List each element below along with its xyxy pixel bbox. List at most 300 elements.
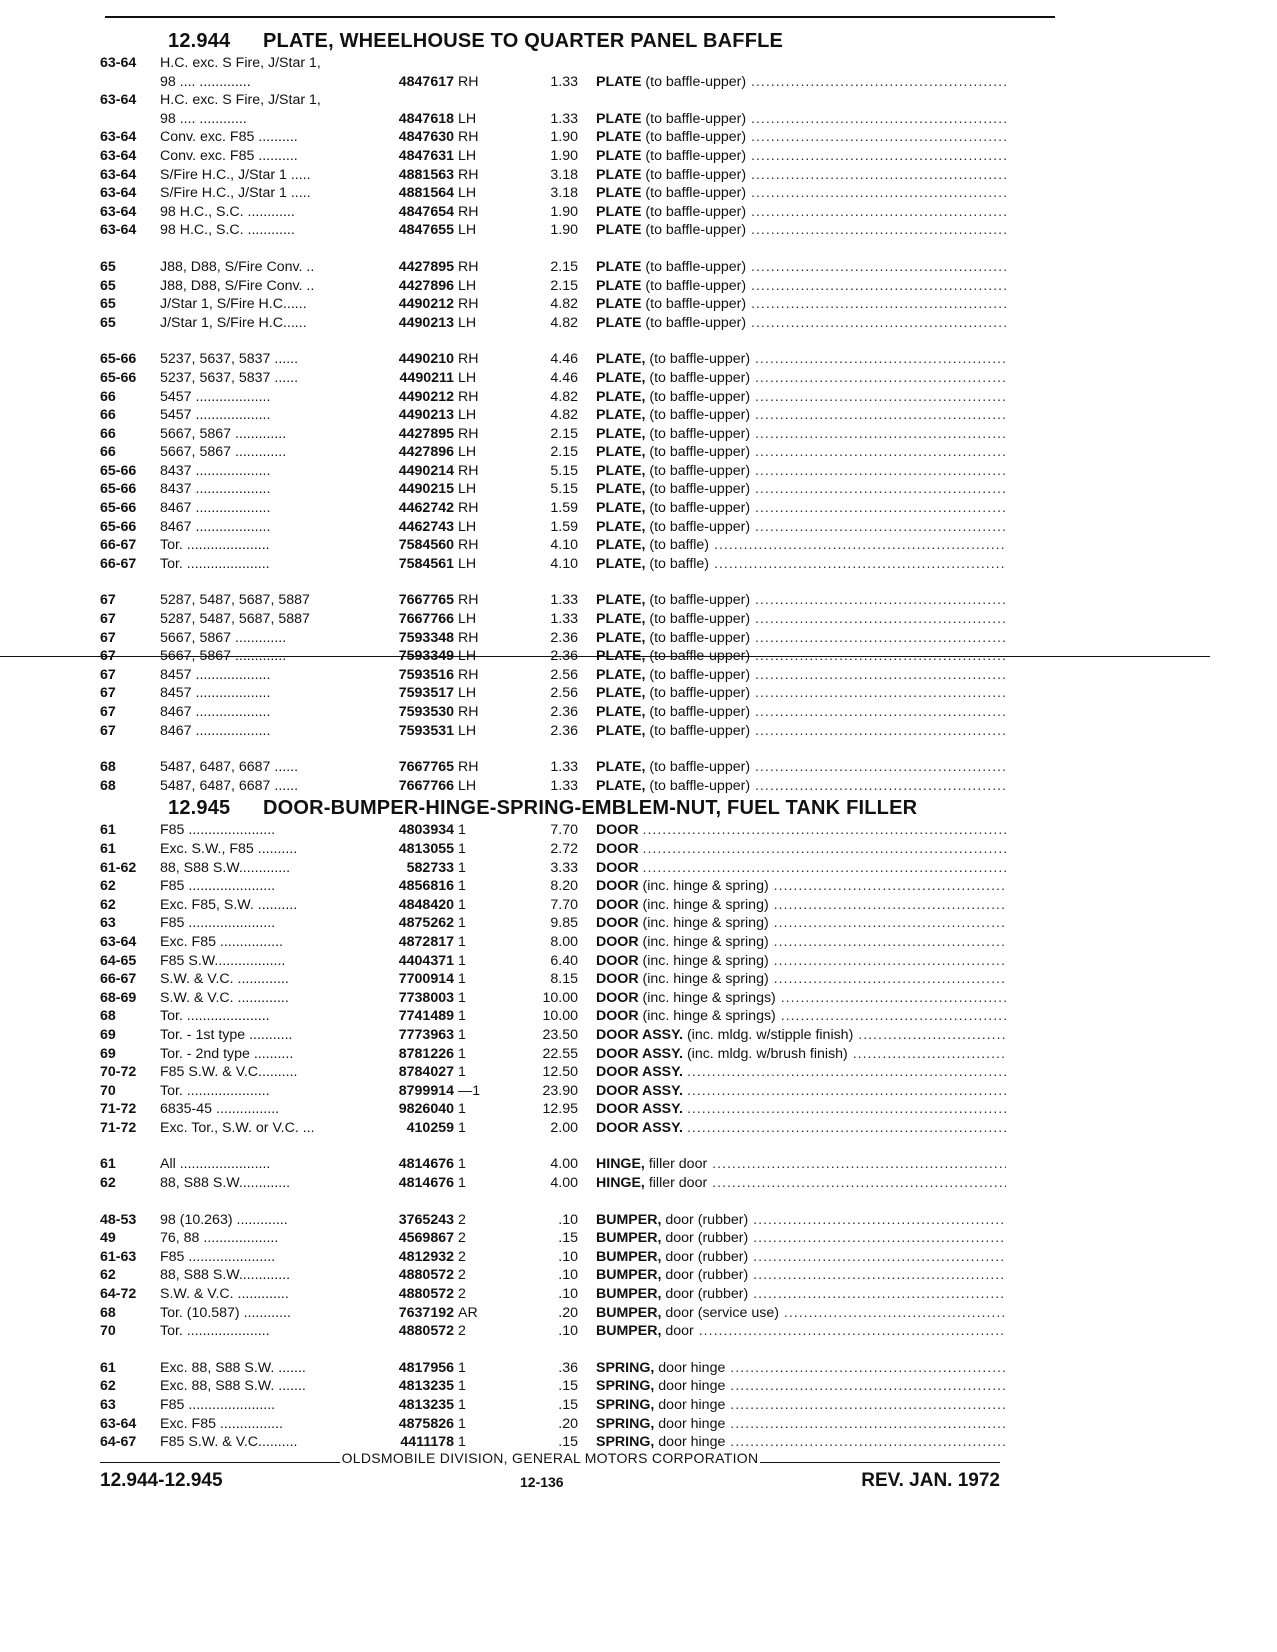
price-cell: 2.36 (550, 722, 578, 739)
part-description: (to baffle-upper) (649, 685, 751, 702)
leader-dots (746, 129, 1006, 145)
model-cell: J88, D88, S/Fire Conv. .. (160, 277, 315, 294)
part-row (100, 1211, 1055, 1230)
leader-dots (750, 611, 1006, 627)
model-cell: S/Fire H.C., J/Star 1 ..... (160, 185, 311, 202)
model-cell: 88, S88 S.W............. (160, 1267, 291, 1284)
part-description: (inc. hinge & spring) (642, 915, 769, 932)
price-cell: 4.82 (550, 388, 578, 405)
part-name: DOOR (596, 878, 639, 895)
model-cell: 76, 88 ................... (160, 1230, 279, 1247)
part-number-cell: 8799914 (398, 1082, 454, 1099)
model-cell: 5457 ................... (160, 388, 271, 405)
year-cell: 61-62 (100, 859, 137, 876)
year-cell: 71-72 (100, 1119, 137, 1136)
part-number-cell: 7773963 (398, 1026, 454, 1043)
part-description: door hinge (658, 1378, 726, 1395)
model-cell: 88, S88 S.W............. (160, 1175, 291, 1192)
price-cell: 4.10 (550, 537, 578, 554)
part-name: HINGE, (596, 1156, 645, 1173)
year-cell: 63-64 (100, 129, 137, 146)
part-row (100, 647, 1055, 666)
part-name: PLATE, (596, 777, 646, 794)
part-number-cell: 4490213 (398, 407, 454, 424)
part-row (100, 970, 1055, 989)
description-cell (596, 314, 1006, 333)
part-name: PLATE (596, 110, 642, 127)
part-row (100, 462, 1055, 481)
part-name: PLATE, (596, 444, 646, 461)
part-description: (to baffle-upper) (649, 629, 751, 646)
description-cell (596, 1063, 1006, 1082)
description-cell (596, 591, 1006, 610)
leader-dots (750, 704, 1006, 720)
leader-dots (748, 1286, 1006, 1302)
part-number-cell: 4847630 (398, 129, 454, 146)
price-cell: 2.36 (550, 629, 578, 646)
description-cell (596, 1174, 1006, 1193)
part-row (100, 1415, 1055, 1434)
part-description: (to baffle-upper) (649, 407, 751, 424)
description-cell (596, 147, 1006, 166)
strikethrough-line (0, 656, 1210, 657)
price-cell: 2.15 (550, 425, 578, 442)
model-cell: Exc. Tor., S.W. or V.C. ... (160, 1119, 315, 1136)
price-cell: 1.90 (550, 203, 578, 220)
part-number-cell: 4880572 (398, 1286, 454, 1303)
part-number-cell: 9826040 (398, 1101, 454, 1118)
part-row (100, 703, 1055, 722)
part-description: (to baffle-upper) (649, 388, 751, 405)
part-number-cell: 7667766 (398, 777, 454, 794)
part-row (100, 821, 1055, 840)
quantity-cell: 2 (458, 1267, 466, 1284)
price-cell: 3.18 (550, 166, 578, 183)
model-cell: 98 .... ............ (160, 110, 247, 127)
price-cell: 10.00 (542, 1008, 578, 1025)
year-cell: 65-66 (100, 369, 137, 386)
price-cell: .10 (558, 1267, 578, 1284)
part-row (100, 443, 1055, 462)
part-number-cell: 7584561 (398, 555, 454, 572)
model-cell: F85 ...................... (160, 822, 276, 839)
quantity-cell: 1 (458, 989, 466, 1006)
quantity-cell: 1 (458, 822, 466, 839)
page-footer (100, 1450, 1000, 1496)
part-description (643, 822, 1006, 838)
description-cell (596, 952, 1006, 971)
quantity-cell: 1 (458, 878, 466, 895)
part-description: (to baffle-upper) (645, 296, 747, 313)
description-cell (596, 1100, 1006, 1119)
part-row (100, 1026, 1055, 1045)
part-name: DOOR ASSY. (596, 1045, 683, 1062)
price-cell: 2.72 (550, 840, 578, 857)
part-name: PLATE (596, 258, 642, 275)
footer-division: OLDSMOBILE DIVISION, GENERAL MOTORS CORPORATION (341, 1450, 759, 1466)
model-cell: S.W. & V.C. ............. (160, 1286, 289, 1303)
year-cell: 63-64 (100, 147, 137, 164)
part-description: door (rubber) (665, 1211, 749, 1228)
description-cell (596, 610, 1006, 629)
price-cell: 2.15 (550, 277, 578, 294)
top-rule (105, 16, 1055, 18)
part-name: PLATE, (596, 518, 646, 535)
year-cell: 61 (100, 840, 116, 857)
price-cell: 10.00 (542, 989, 578, 1006)
part-name: DOOR ASSY. (596, 1101, 683, 1118)
year-cell: 68 (100, 759, 116, 776)
leader-dots (750, 370, 1006, 386)
price-cell: 1.90 (550, 222, 578, 239)
part-description: door hinge (658, 1397, 726, 1413)
quantity-cell: LH (458, 407, 477, 424)
part-description (643, 841, 1006, 857)
part-name: SPRING, (596, 1415, 655, 1432)
part-number-cell: 4847654 (398, 203, 454, 220)
part-number-cell: 7667766 (398, 611, 454, 628)
part-description: (to baffle-upper) (645, 110, 747, 127)
part-description: (inc. mldg. w/stipple finish) (686, 1026, 854, 1043)
part-description: (to baffle-upper) (649, 351, 751, 368)
description-cell (596, 896, 1006, 915)
leader-dots (750, 519, 1006, 535)
quantity-cell: RH (458, 425, 479, 442)
quantity-cell: RH (458, 629, 479, 646)
part-number-cell: 4817956 (398, 1359, 454, 1376)
part-name: DOOR ASSY. (596, 1119, 683, 1136)
part-row (100, 1119, 1055, 1138)
part-row (100, 1359, 1055, 1378)
part-number-cell: 4847631 (398, 147, 454, 164)
footer-page-number: 12-136 (520, 1474, 564, 1490)
leader-dots (853, 1027, 1006, 1043)
description-cell (596, 350, 1006, 369)
part-description: filler door (648, 1156, 708, 1173)
year-cell: 70-72 (100, 1064, 137, 1081)
group-spacer (100, 332, 1055, 350)
part-row (100, 350, 1055, 369)
year-cell: 68 (100, 777, 116, 794)
model-cell: Tor. ..................... (160, 1082, 270, 1099)
model-cell: S/Fire H.C., J/Star 1 ..... (160, 166, 311, 183)
model-cell: 8467 ................... (160, 722, 271, 739)
part-name: PLATE, (596, 611, 646, 628)
quantity-cell: 1 (458, 1175, 466, 1192)
quantity-cell: —1 (458, 1082, 481, 1099)
part-row (100, 859, 1055, 878)
part-number-cell: 4813235 (398, 1378, 454, 1395)
model-cell: F85 ...................... (160, 878, 276, 895)
quantity-cell: 1 (458, 952, 466, 969)
model-cell: 5667, 5867 ............. (160, 648, 287, 665)
price-cell: 1.33 (550, 110, 578, 127)
model-cell: 5667, 5867 ............. (160, 444, 287, 461)
part-row (100, 1007, 1055, 1026)
price-cell: 9.85 (550, 915, 578, 932)
year-cell: 65 (100, 296, 116, 313)
quantity-cell: 1 (458, 1397, 466, 1413)
model-cell: 5667, 5867 ............. (160, 629, 287, 646)
part-number-cell: 4813055 (398, 840, 454, 857)
description-cell (596, 1266, 1006, 1285)
part-number-cell: 4856816 (398, 878, 454, 895)
part-description: door hinge (658, 1359, 726, 1376)
description-cell (596, 1433, 1006, 1452)
part-description: (inc. hinge & spring) (642, 952, 769, 969)
part-row (100, 203, 1055, 222)
part-description: (to baffle-upper) (649, 592, 751, 609)
part-name: DOOR (596, 933, 639, 950)
model-cell: H.C. exc. S Fire, J/Star 1, (160, 55, 321, 71)
part-name: PLATE (596, 129, 642, 146)
year-cell: 61-63 (100, 1248, 137, 1265)
description-cell (596, 859, 1006, 878)
leader-dots (750, 592, 1006, 608)
part-description: door (service use) (665, 1304, 779, 1321)
part-number-cell: 4880572 (398, 1267, 454, 1284)
leader-dots (725, 1360, 1006, 1376)
price-cell: 7.70 (550, 822, 578, 839)
price-cell: 12.95 (542, 1101, 578, 1118)
description-cell (596, 1377, 1006, 1396)
part-name: PLATE, (596, 648, 646, 665)
price-cell: .15 (558, 1434, 578, 1451)
part-name: PLATE, (596, 629, 646, 646)
part-name: PLATE (596, 314, 642, 331)
part-number-cell: 4881564 (398, 185, 454, 202)
part-row (100, 666, 1055, 685)
description-cell (596, 203, 1006, 222)
part-row (100, 1045, 1055, 1064)
part-row (100, 1285, 1055, 1304)
quantity-cell: RH (458, 592, 479, 609)
description-cell (596, 1007, 1006, 1026)
leader-dots (750, 778, 1006, 794)
part-number-cell: 7593348 (398, 629, 454, 646)
part-description: (to baffle-upper) (649, 611, 751, 628)
part-number-cell: 4848420 (398, 896, 454, 913)
part-number-cell: 582733 (406, 859, 454, 876)
part-number-cell: 7593531 (398, 722, 454, 739)
quantity-cell: 1 (458, 1008, 466, 1025)
leader-dots (750, 667, 1006, 683)
part-description: (to baffle-upper) (649, 722, 751, 739)
year-cell: 66 (100, 444, 116, 461)
quantity-cell: 1 (458, 1101, 466, 1118)
quantity-cell: LH (458, 369, 477, 386)
year-cell: 63 (100, 915, 116, 932)
year-cell: 49 (100, 1230, 116, 1247)
part-row (100, 1229, 1055, 1248)
part-row (100, 221, 1055, 240)
description-cell (596, 518, 1006, 537)
part-name: PLATE, (596, 425, 646, 442)
part-number-cell: 4404371 (398, 952, 454, 969)
model-cell: S.W. & V.C. ............. (160, 989, 289, 1006)
quantity-cell: 1 (458, 840, 466, 857)
part-name: BUMPER, (596, 1267, 662, 1284)
model-cell: Exc. F85, S.W. .......... (160, 896, 298, 913)
part-name: BUMPER, (596, 1304, 662, 1321)
part-description: (to baffle-upper) (645, 203, 747, 220)
part-name: BUMPER, (596, 1230, 662, 1247)
description-cell (596, 666, 1006, 685)
part-number-cell: 4427895 (398, 258, 454, 275)
part-row (100, 610, 1055, 629)
model-cell: All ....................... (160, 1156, 271, 1173)
part-number-cell: 4880572 (398, 1323, 454, 1340)
part-description (687, 1083, 1006, 1099)
year-cell: 67 (100, 629, 116, 646)
year-cell: 62 (100, 1378, 116, 1395)
model-cell: F85 ...................... (160, 1248, 276, 1265)
part-name: DOOR (596, 1008, 639, 1025)
part-name: PLATE, (596, 537, 646, 554)
description-cell (596, 499, 1006, 518)
model-cell: Tor. ..................... (160, 555, 270, 572)
part-row (100, 406, 1055, 425)
leader-dots (750, 407, 1006, 423)
part-description: (to baffle-upper) (645, 166, 747, 183)
part-row (100, 989, 1055, 1008)
model-cell: F85 S.W. & V.C.......... (160, 1064, 298, 1081)
part-name: SPRING, (596, 1378, 655, 1395)
price-cell: 4.10 (550, 555, 578, 572)
description-cell (596, 1322, 1006, 1341)
quantity-cell: 1 (458, 896, 466, 913)
part-name: DOOR (596, 822, 639, 839)
price-cell: 1.33 (550, 592, 578, 609)
price-cell: 1.90 (550, 129, 578, 146)
description-cell (596, 425, 1006, 444)
price-cell: 1.33 (550, 759, 578, 776)
model-cell: Conv. exc. F85 .......... (160, 129, 298, 146)
part-name: PLATE (596, 296, 642, 313)
part-number-cell: 4411178 (400, 1434, 454, 1451)
year-cell: 68 (100, 1304, 116, 1321)
leader-dots (750, 444, 1006, 460)
leader-dots (748, 1267, 1006, 1283)
description-cell (596, 1415, 1006, 1434)
year-cell: 66 (100, 388, 116, 405)
leader-dots (746, 278, 1006, 294)
part-number-cell: 7593349 (398, 648, 454, 665)
price-cell: .10 (558, 1323, 578, 1340)
footer-revision: REV. JAN. 1972 (861, 1470, 1000, 1491)
leader-dots (769, 878, 1006, 894)
year-cell: 63-64 (100, 55, 137, 71)
section-number: 12.945 (168, 797, 231, 820)
part-number-cell: 7667765 (398, 759, 454, 776)
price-cell: 4.46 (550, 369, 578, 386)
quantity-cell: 1 (458, 971, 466, 988)
description-cell (596, 443, 1006, 462)
part-number-cell: 4490212 (398, 296, 454, 313)
model-cell: Tor. ..................... (160, 1008, 270, 1025)
model-cell: J88, D88, S/Fire Conv. .. (160, 258, 315, 275)
section-heading (100, 28, 1055, 54)
part-description: door (rubber) (665, 1248, 749, 1265)
price-cell: 1.90 (550, 147, 578, 164)
leader-dots (776, 990, 1006, 1006)
part-description (687, 1064, 1006, 1080)
part-description: (inc. mldg. w/brush finish) (686, 1045, 848, 1062)
model-cell: 8437 ................... (160, 462, 271, 479)
quantity-cell: RH (458, 537, 479, 554)
part-number-cell: 4847618 (398, 110, 454, 127)
quantity-cell: RH (458, 351, 479, 368)
price-cell: 3.33 (550, 859, 578, 876)
year-cell: 65 (100, 258, 116, 275)
quantity-cell: LH (458, 722, 477, 739)
price-cell: 4.46 (550, 351, 578, 368)
model-cell: 5457 ................... (160, 407, 271, 424)
part-name: DOOR (596, 859, 639, 876)
part-description: door (rubber) (665, 1230, 749, 1247)
description-cell (596, 184, 1006, 203)
price-cell: 1.59 (550, 518, 578, 535)
quantity-cell: 1 (458, 1045, 466, 1062)
quantity-cell: LH (458, 444, 477, 461)
year-cell: 63-64 (100, 1415, 137, 1432)
leader-dots (750, 759, 1006, 775)
description-cell (596, 877, 1006, 896)
part-number-cell: 4875262 (398, 915, 454, 932)
part-row (100, 147, 1055, 166)
part-row (100, 1248, 1055, 1267)
quantity-cell: AR (458, 1304, 478, 1321)
price-cell: 2.15 (550, 444, 578, 461)
part-description: door (rubber) (665, 1286, 749, 1303)
part-number-cell: 4847655 (398, 222, 454, 239)
price-cell: 2.56 (550, 685, 578, 702)
part-number-cell: 4462743 (398, 518, 454, 535)
quantity-cell: LH (458, 555, 477, 572)
year-cell: 67 (100, 648, 116, 665)
year-cell: 67 (100, 722, 116, 739)
part-row (100, 722, 1055, 741)
year-cell: 61 (100, 1156, 116, 1173)
model-cell: 5287, 5487, 5687, 5887 (160, 611, 310, 628)
leader-dots (746, 296, 1006, 312)
part-row (100, 369, 1055, 388)
year-cell: 67 (100, 666, 116, 683)
group-spacer (100, 573, 1055, 591)
part-row (100, 684, 1055, 703)
part-row (100, 91, 1055, 110)
part-row (100, 629, 1055, 648)
part-number-cell: 4427895 (398, 425, 454, 442)
part-number-cell: 4462742 (398, 500, 454, 517)
footer-division-line (100, 1450, 1000, 1468)
part-row (100, 840, 1055, 859)
price-cell: 12.50 (542, 1064, 578, 1081)
part-row (100, 1322, 1055, 1341)
part-name: PLATE, (596, 481, 646, 498)
part-name: PLATE, (596, 759, 646, 776)
part-row (100, 277, 1055, 296)
year-cell: 66-67 (100, 971, 137, 988)
model-cell: Tor. - 2nd type .......... (160, 1045, 294, 1062)
part-description: (inc. hinge & spring) (642, 971, 769, 988)
price-cell: 1.33 (550, 777, 578, 794)
catalog-content (100, 28, 1055, 1452)
part-row (100, 1063, 1055, 1082)
year-cell: 67 (100, 685, 116, 702)
part-name: PLATE, (596, 407, 646, 424)
part-description: (to baffle-upper) (649, 444, 751, 461)
